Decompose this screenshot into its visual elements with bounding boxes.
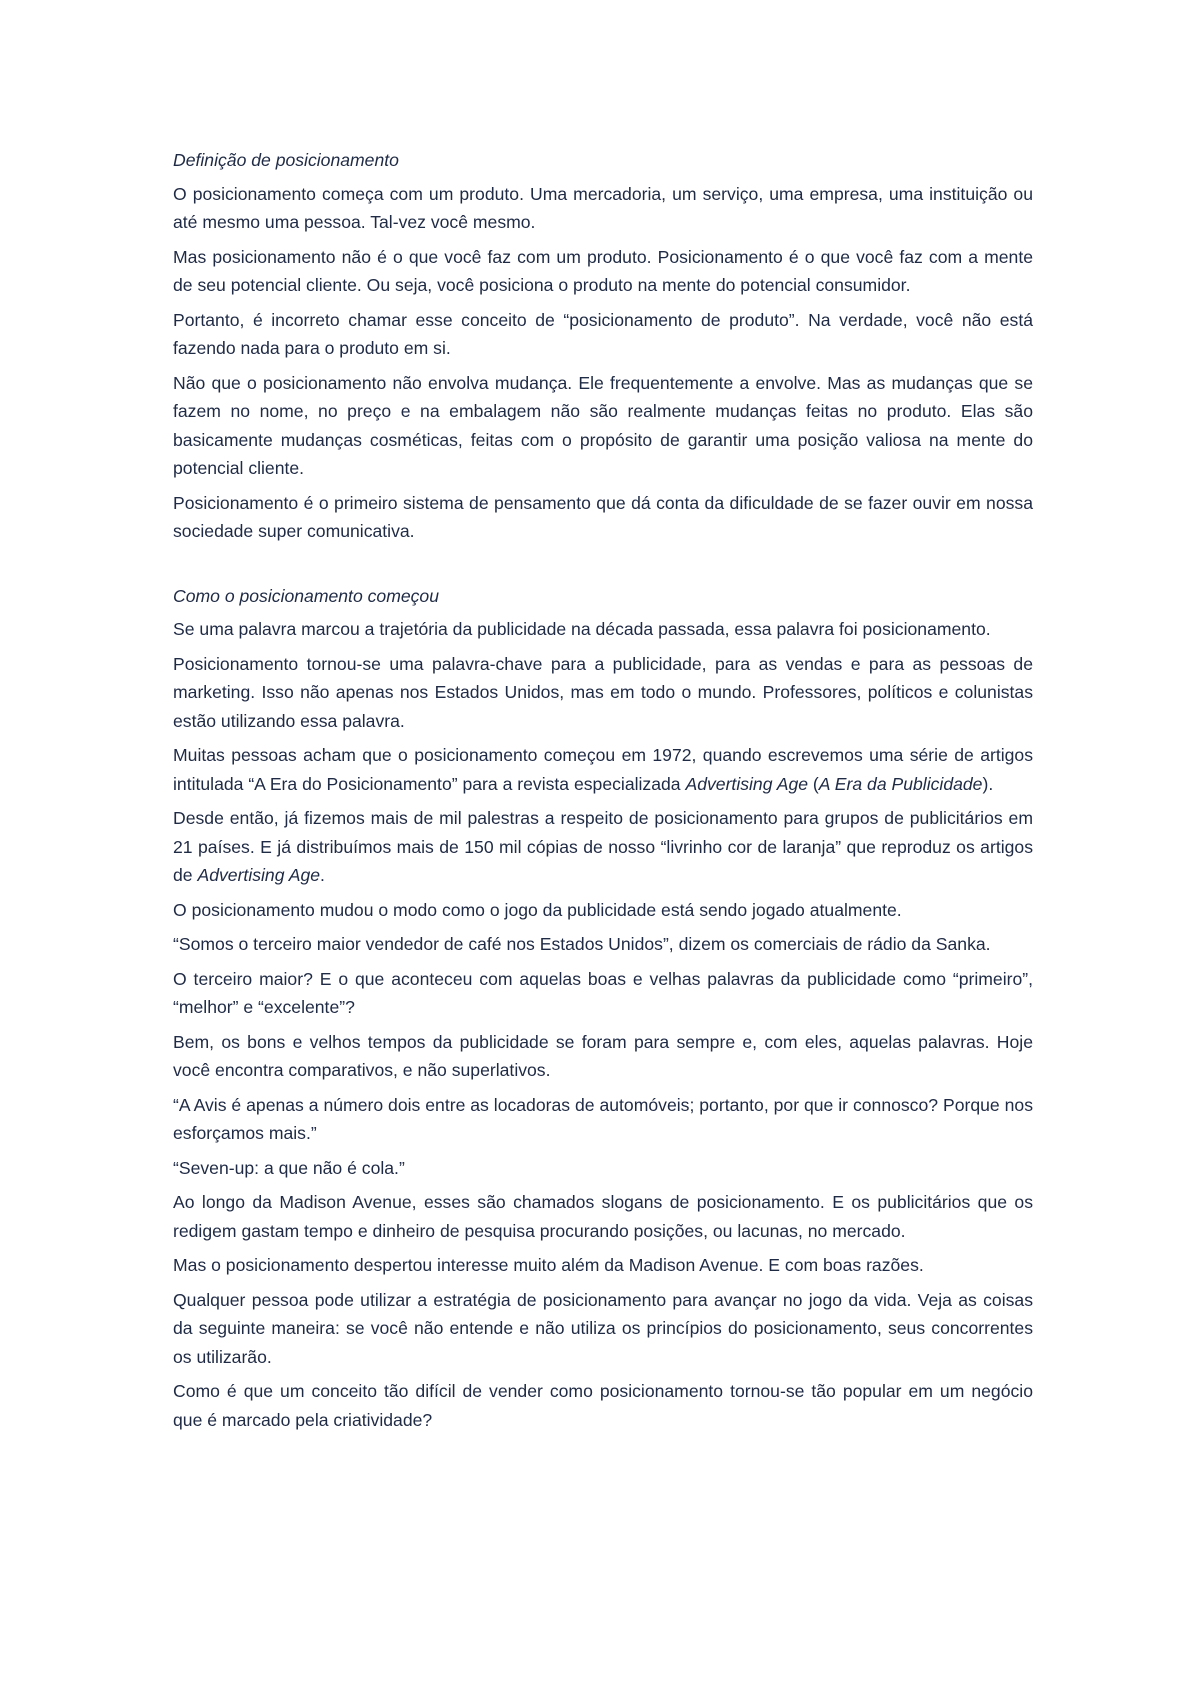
paragraph [173, 804, 1033, 890]
text-run: Desde então, já fizemos mais de mil palestras a respeito de posicionamento para grupos de publicitários em 21 países. E já distribuímos mais de 150 mil cópias de nosso “livrinho cor de laranja” que reproduz os artigos de [173, 808, 1033, 885]
paragraph: “A Avis é apenas a número dois entre as locadoras de automóveis; portanto, por que ir connosco? Porque nos esforçamos mais.” [173, 1094, 1033, 1143]
paragraph: “Seven-up: a que não é cola.” [173, 1157, 405, 1178]
paragraph: Como é que um conceito tão difícil de vender como posicionamento tornou-se tão popular em um negócio que é marcado pela criatividade? [173, 1381, 1033, 1430]
paragraph: O posicionamento começa com um produto. Uma mercadoria, um serviço, uma empresa, uma instituição ou até mesmo uma pessoa. Tal-vez você mesmo. [173, 183, 1033, 232]
paragraph: Mas posicionamento não é o que você faz com um produto. Posicionamento é o que você faz com a mente de seu potencial cliente. Ou seja, você posiciona o produto na mente do potencial consumidor. [173, 246, 1033, 295]
paragraph [173, 741, 1033, 798]
paragraph: Qualquer pessoa pode utilizar a estratégia de posicionamento para avançar no jogo da vida. Veja as coisas da seguinte maneira: se você não entende e não utiliza os princípios do posicionamento, seus concorrentes os utilizarão. [173, 1289, 1033, 1367]
paragraph: “Somos o terceiro maior vendedor de café nos Estados Unidos”, dizem os comerciais de rádio da Sanka. [173, 934, 991, 954]
document-body [173, 146, 1033, 1440]
paragraph: O posicionamento mudou o modo como o jogo da publicidade está sendo jogado atualmente. [173, 899, 902, 920]
section-title-como-comecou: Como o posicionamento começou [173, 585, 440, 606]
italic-title: Advertising Age [685, 773, 809, 794]
text-run: ). [982, 773, 994, 794]
italic-title: A Era da Publicidade [818, 773, 983, 794]
paragraph: Portanto, é incorreto chamar esse conceito de “posicionamento de produto”. Na verdade, você não está fazendo nada para o produto em si. [173, 309, 1033, 358]
paragraph: Se uma palavra marcou a trajetória da publicidade na década passada, essa palavra foi posicionamento. [173, 619, 991, 639]
paragraph: Posicionamento tornou-se uma palavra-chave para a publicidade, para as vendas e para as pessoas de marketing. Isso não apenas nos Estados Unidos, mas em todo o mundo. Professores, políticos e colunistas estão utilizando essa palavra. [173, 653, 1033, 731]
text-run: . [320, 865, 325, 885]
paragraph: O terceiro maior? E o que aconteceu com aquelas boas e velhas palavras da publicidade como “primeiro”, “melhor” e “excelente”? [173, 968, 1033, 1017]
paragraph: Bem, os bons e velhos tempos da publicidade se foram para sempre e, com eles, aquelas palavras. Hoje você encontra comparativos, e não superlativos. [173, 1031, 1033, 1080]
paragraph: Não que o posicionamento não envolva mudança. Ele frequentemente a envolve. Mas as mudanças que se fazem no nome, no preço e na embalagem não são realmente mudanças feitas no produto. Elas são basicamente mudanças cosméticas, feitas com o propósito de garantir uma posição valiosa na mente do potencial cliente. [173, 372, 1033, 478]
paragraph: Posicionamento é o primeiro sistema de pensamento que dá conta da dificuldade de se fazer ouvir em nossa sociedade super comunicativa. [173, 492, 1033, 541]
section-title-definicao: Definição de posicionamento [173, 150, 399, 170]
italic-title: Advertising Age [197, 865, 321, 885]
text-run: Muitas pessoas acham que o posicionamento começou em 1972, quando escrevemos uma série de artigos intitulada “A Era do Posicionamento” para a revista especializada [173, 745, 1033, 794]
paragraph: Ao longo da Madison Avenue, esses são chamados slogans de posicionamento. E os publicitários que os redigem gastam tempo e dinheiro de pesquisa procurando posições, ou lacunas, no mercado. [173, 1192, 1033, 1241]
paragraph: Mas o posicionamento despertou interesse muito além da Madison Avenue. E com boas razões. [173, 1255, 924, 1275]
text-run: ( [808, 773, 819, 794]
